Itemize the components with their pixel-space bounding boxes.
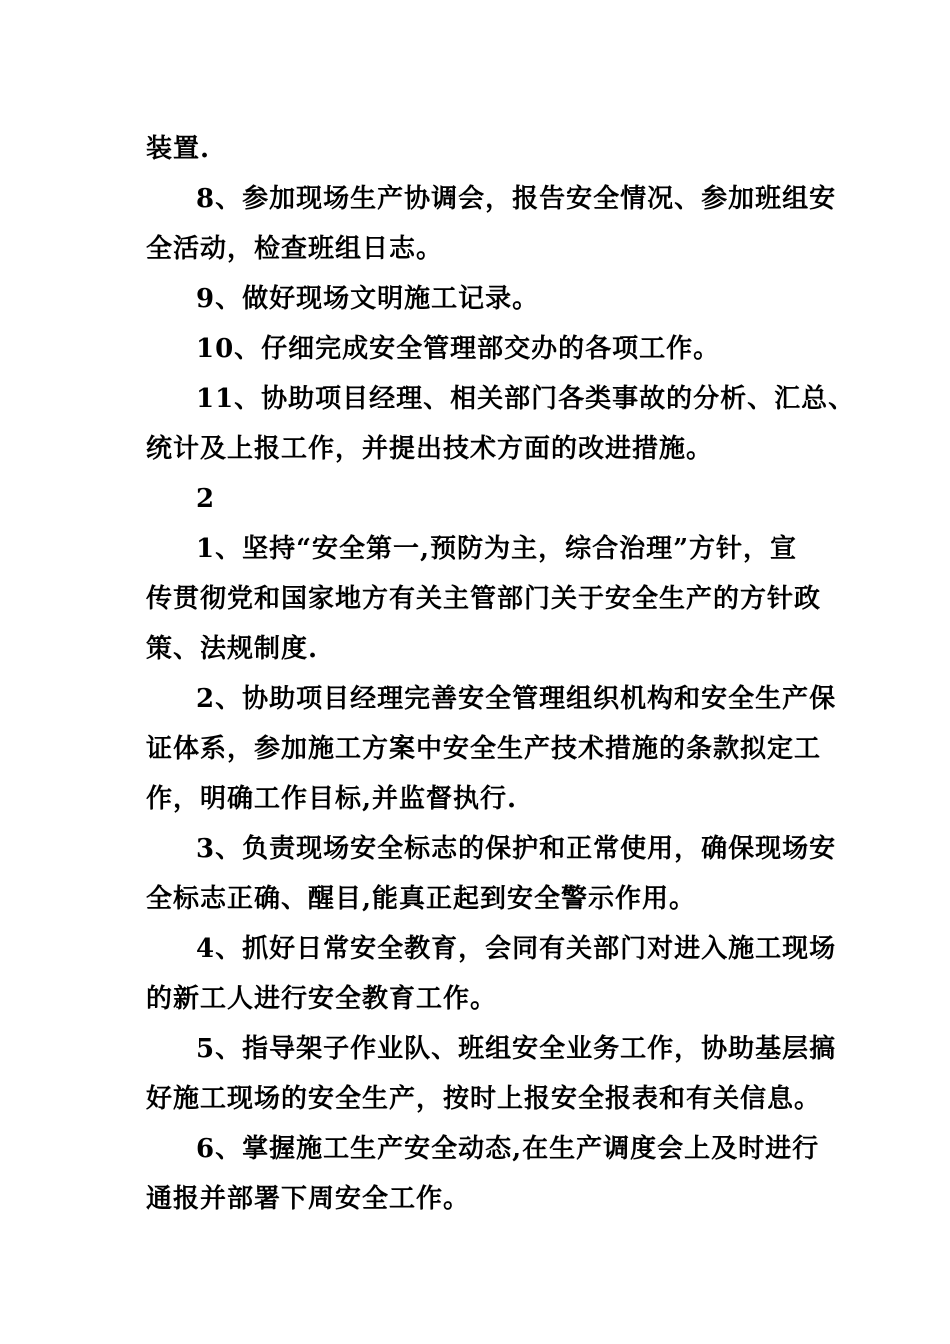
text-line: 4、抓好日常安全教育，会同有关部门对进入施工现场 xyxy=(196,934,837,964)
text-line: 9、做好现场文明施工记录。 xyxy=(196,284,540,314)
text-line: 装置. xyxy=(146,134,211,164)
text-line: 通报并部署下周安全工作。 xyxy=(146,1184,471,1214)
text-line: 全标志正确、醒目,能真正起到安全警示作用。 xyxy=(146,884,697,914)
text-line: 5、指导架子作业队、班组安全业务工作，协助基层搞 xyxy=(196,1034,837,1064)
text-line: 传贯彻党和国家地方有关主管部门关于安全生产的方针政 xyxy=(146,584,822,614)
text-line: 好施工现场的安全生产，按时上报安全报表和有关信息。 xyxy=(146,1084,822,1114)
text-line: 统计及上报工作，并提出技术方面的改进措施。 xyxy=(146,434,714,464)
text-line: 3、负责现场安全标志的保护和正常使用，确保现场安 xyxy=(196,834,837,864)
text-line: 策、法规制度. xyxy=(146,634,319,664)
text-line: 作，明确工作目标,并监督执行. xyxy=(146,784,518,814)
text-line: 8、参加现场生产协调会，报告安全情况、参加班组安 xyxy=(196,184,837,214)
text-line: 11、协助项目经理、相关部门各类事故的分析、汇总、 xyxy=(196,384,856,414)
text-line: 6、掌握施工生产安全动态,在生产调度会上及时进行 xyxy=(196,1134,820,1164)
text-line: 证体系，参加施工方案中安全生产技术措施的条款拟定工 xyxy=(146,734,822,764)
text-line: 的新工人进行安全教育工作。 xyxy=(146,984,498,1014)
text-line: 全活动，检查班组日志。 xyxy=(146,234,444,264)
text-line: 1、坚持“安全第一,预防为主，综合治理”方针，宣 xyxy=(196,534,798,564)
text-line: 10、仔细完成安全管理部交办的各项工作。 xyxy=(196,334,721,364)
text-line: 2、协助项目经理完善安全管理组织机构和安全生产保 xyxy=(196,684,837,714)
section-number: 2 xyxy=(196,484,216,514)
